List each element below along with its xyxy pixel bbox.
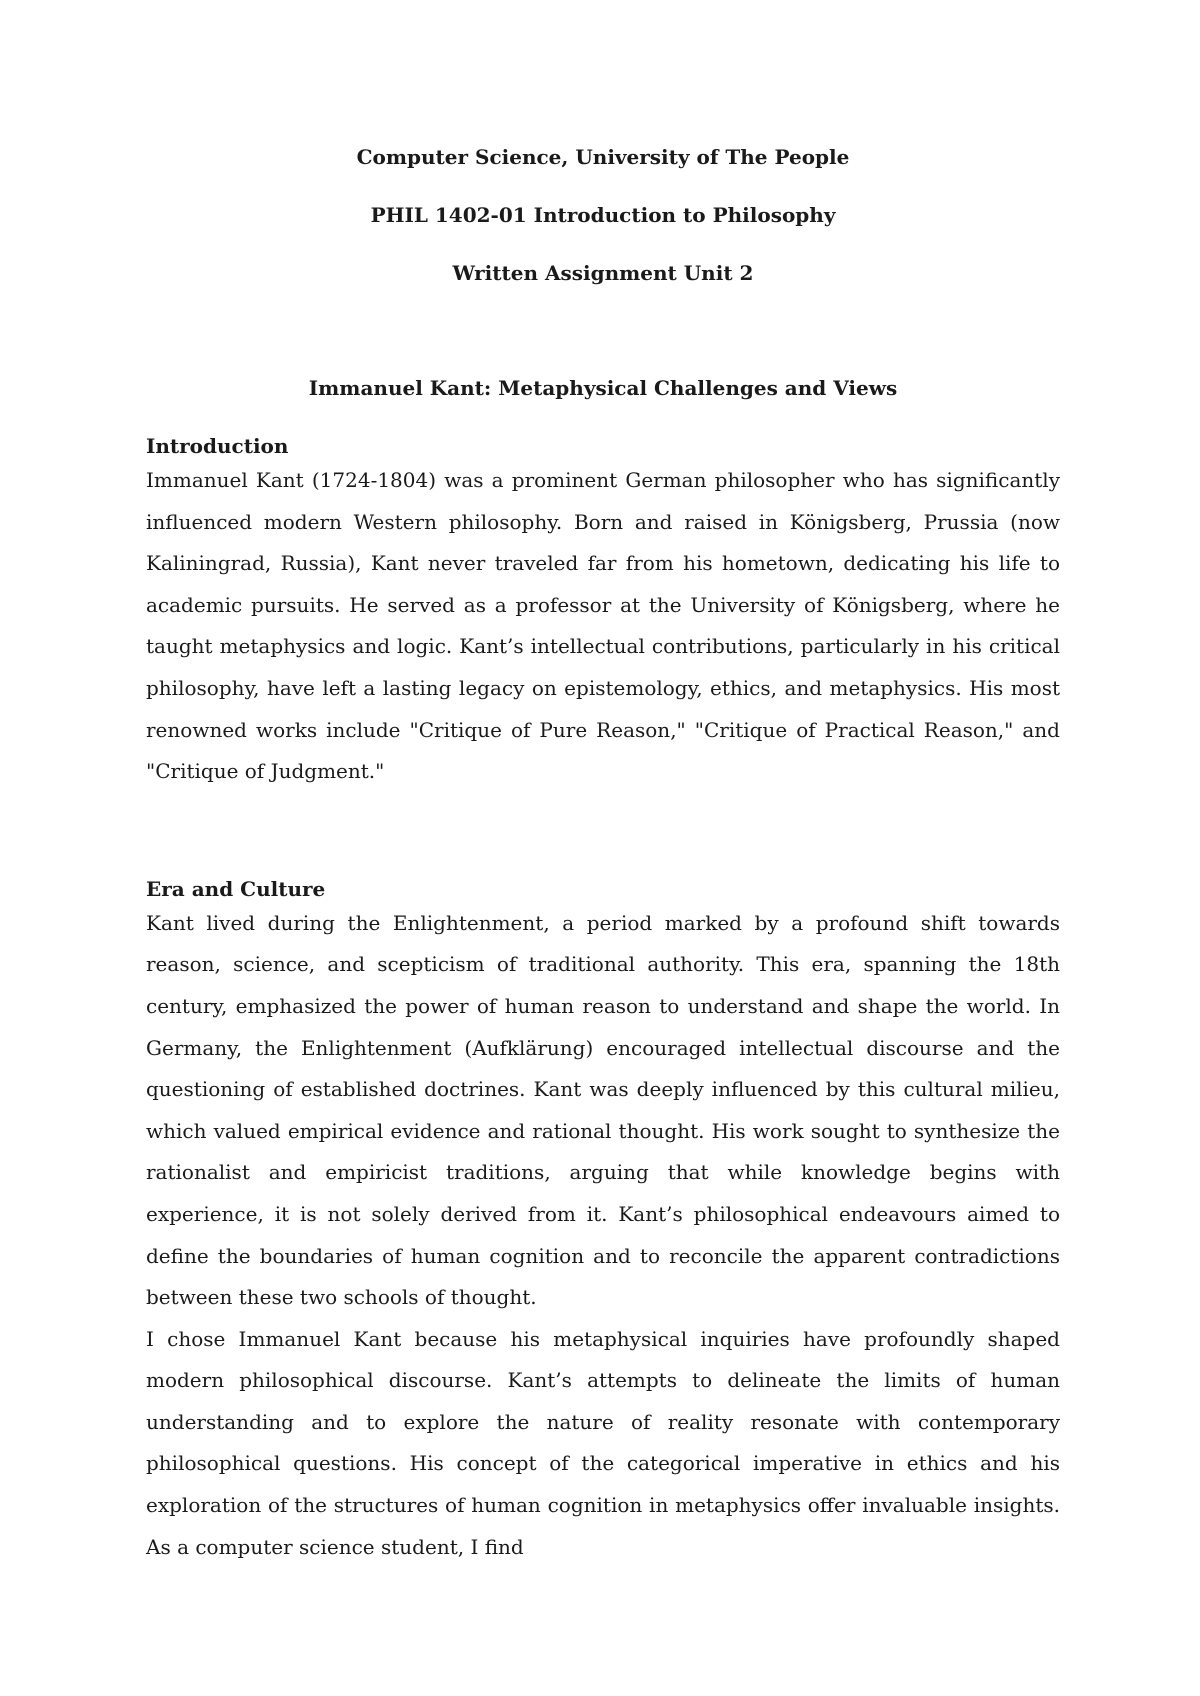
introduction-paragraph: Immanuel Kant (1724-1804) was a prominent German philosopher who has significantly influenced modern Western philosophy. Born and raised in Königsberg, Prussia (now Kaliningrad, Russia), Kant never traveled far from his hometown, dedicating his life to academic pursuits. He served as a professor at the University of Königsberg, where he taught metaphysics and logic. Kant’s intellectual contributions, particularly in his critical philosophy, have left a lasting legacy on epistemology, ethics, and metaphysics. His most renowned works include "Critique of Pure Reason," "Critique of Practical Reason," and "Critique of Judgment." [146,468,1060,784]
document-title: Immanuel Kant: Metaphysical Challenges and Views [308,376,898,400]
era-and-culture-paragraph-2: I chose Immanuel Kant because his metaphysical inquiries have profoundly shaped modern philosophical discourse. Kant’s attempts to delineate the limits of human understanding and to explore the nature of reality resonate with contemporary philosophical questions. His concept of the categorical imperative in ethics and his exploration of the structures of human cognition in metaphysics offer invaluable insights. As a computer science student, I find [146,1326,1060,1559]
era-and-culture-heading: Era and Culture [146,876,326,901]
assignment-line: Written Assignment Unit 2 [452,261,754,285]
institution-line: Computer Science, University of The People [356,145,850,169]
document-body [146,143,1060,1568]
course-line: PHIL 1402-01 Introduction to Philosophy [370,203,836,227]
era-and-culture-paragraph-1: Kant lived during the Enlightenment, a period marked by a profound shift towards reason, science, and scepticism of traditional authority. This era, spanning the 18th century, emphasized the power of human reason to understand and shape the world. In Germany, the Enlightenment (Aufklärung) encouraged intellectual discourse and the questioning of established doctrines. Kant was deeply influenced by this cultural milieu, which valued empirical evidence and rational thought. His work sought to synthesize the rationalist and empiricist traditions, arguing that while knowledge begins with experience, it is not solely derived from it. Kant’s philosophical endeavours aimed to define the boundaries of human cognition and to reconcile the apparent contradictions between these two schools of thought. [146,910,1060,1310]
introduction-heading: Introduction [146,434,289,458]
